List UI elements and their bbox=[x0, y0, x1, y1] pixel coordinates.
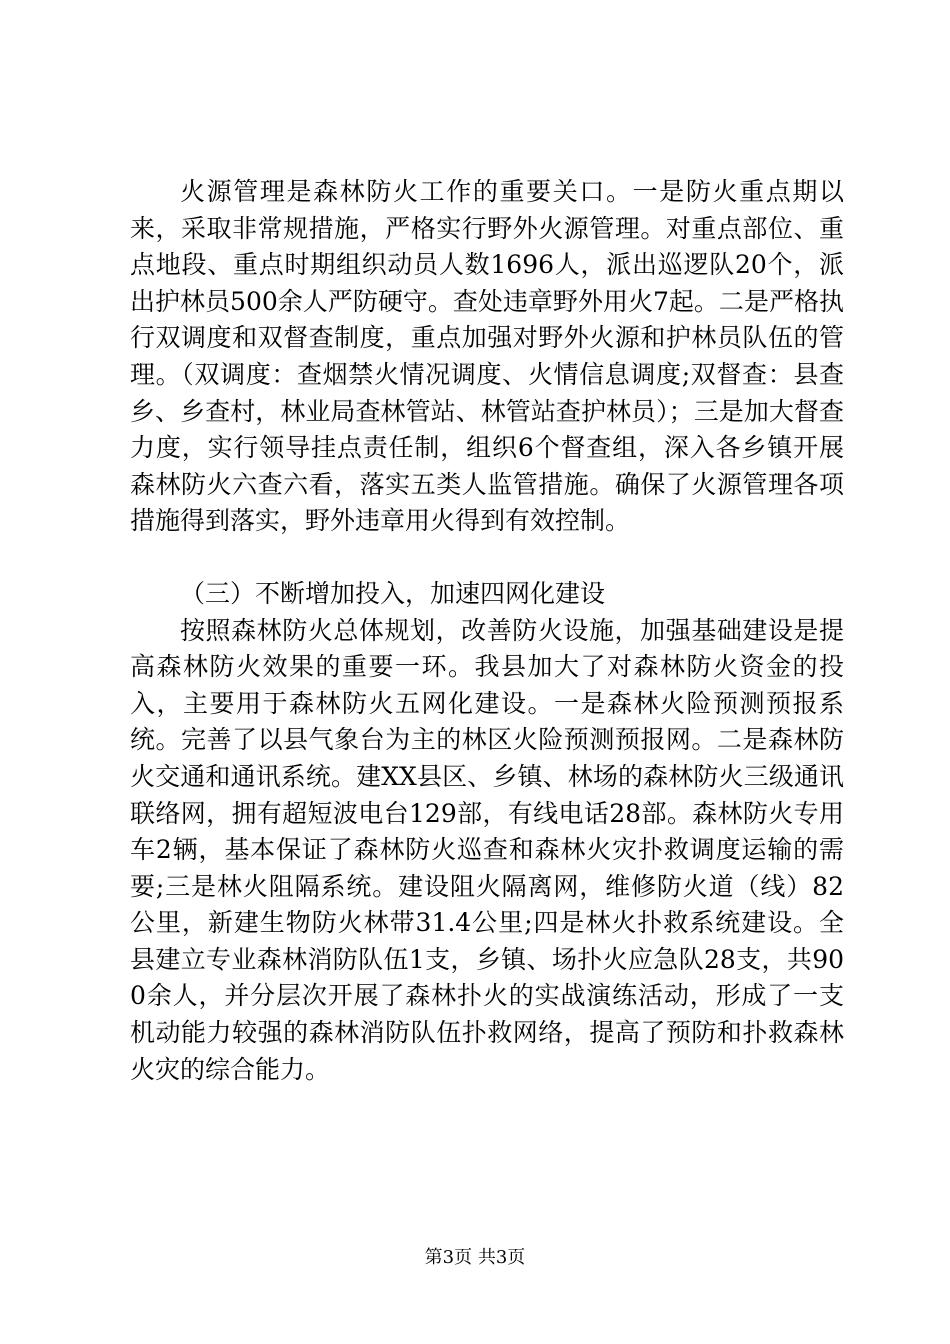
paragraph-spacer bbox=[130, 540, 844, 576]
paragraph-fire-source-management: 火源管理是森林防火工作的重要关口。一是防火重点期以来，采取非常规措施，严格实行野外火源管理。对重点部位、重点地段、重点时期组织动员人数1696人，派出巡逻队20个，派出护林员500余人严防硬守。查处违章野外用火7起。二是严格执行双调度和双督查制度，重点加强对野外火源和护林员队伍的管理。（双调度：查烟禁火情况调度、火情信息调度;双督查：县查乡、乡查村，林业局查林管站、林管站查护林员）；三是加大督查力度，实行领导挂点责任制，组织6个督查组，深入各乡镇开展森林防火六查六看，落实五类人监管措施。确保了火源管理各项措施得到落实，野外违章用火得到有效控制。 bbox=[130, 177, 844, 536]
page-number-footer: 第3页 共3页 bbox=[424, 1247, 526, 1268]
paragraph-investment-construction: 按照森林防火总体规划，改善防火设施，加强基础建设是提高森林防火效果的重要一环。我县加大了对森林防火资金的投入，主要用于森林防火五网化建设。一是森林火险预测预报系统。完善了以县气象台为主的林区火险预测预报网。二是森林防火交通和通讯系统。建XX县区、乡镇、林场的森林防火三级通讯联络网，拥有超短波电台129部，有线电话28部。森林防火专用车2辆，基本保证了森林防火巡查和森林火灾扑救调度运输的需要;三是林火阻隔系统。建设阻火隔离网，维修防火道（线）82公里，新建生物防火林带31.4公里;四是林火扑救系统建设。全县建立专业森林消防队伍1支，乡镇、场扑火应急队28支，共900余人，并分层次开展了森林扑火的实战演练活动，形成了一支机动能力较强的森林消防队伍扑救网络，提高了预防和扑救森林火灾的综合能力。 bbox=[130, 615, 844, 1084]
section-heading: （三）不断增加投入，加速四网化建设 bbox=[180, 578, 606, 608]
document-body bbox=[130, 174, 844, 1088]
